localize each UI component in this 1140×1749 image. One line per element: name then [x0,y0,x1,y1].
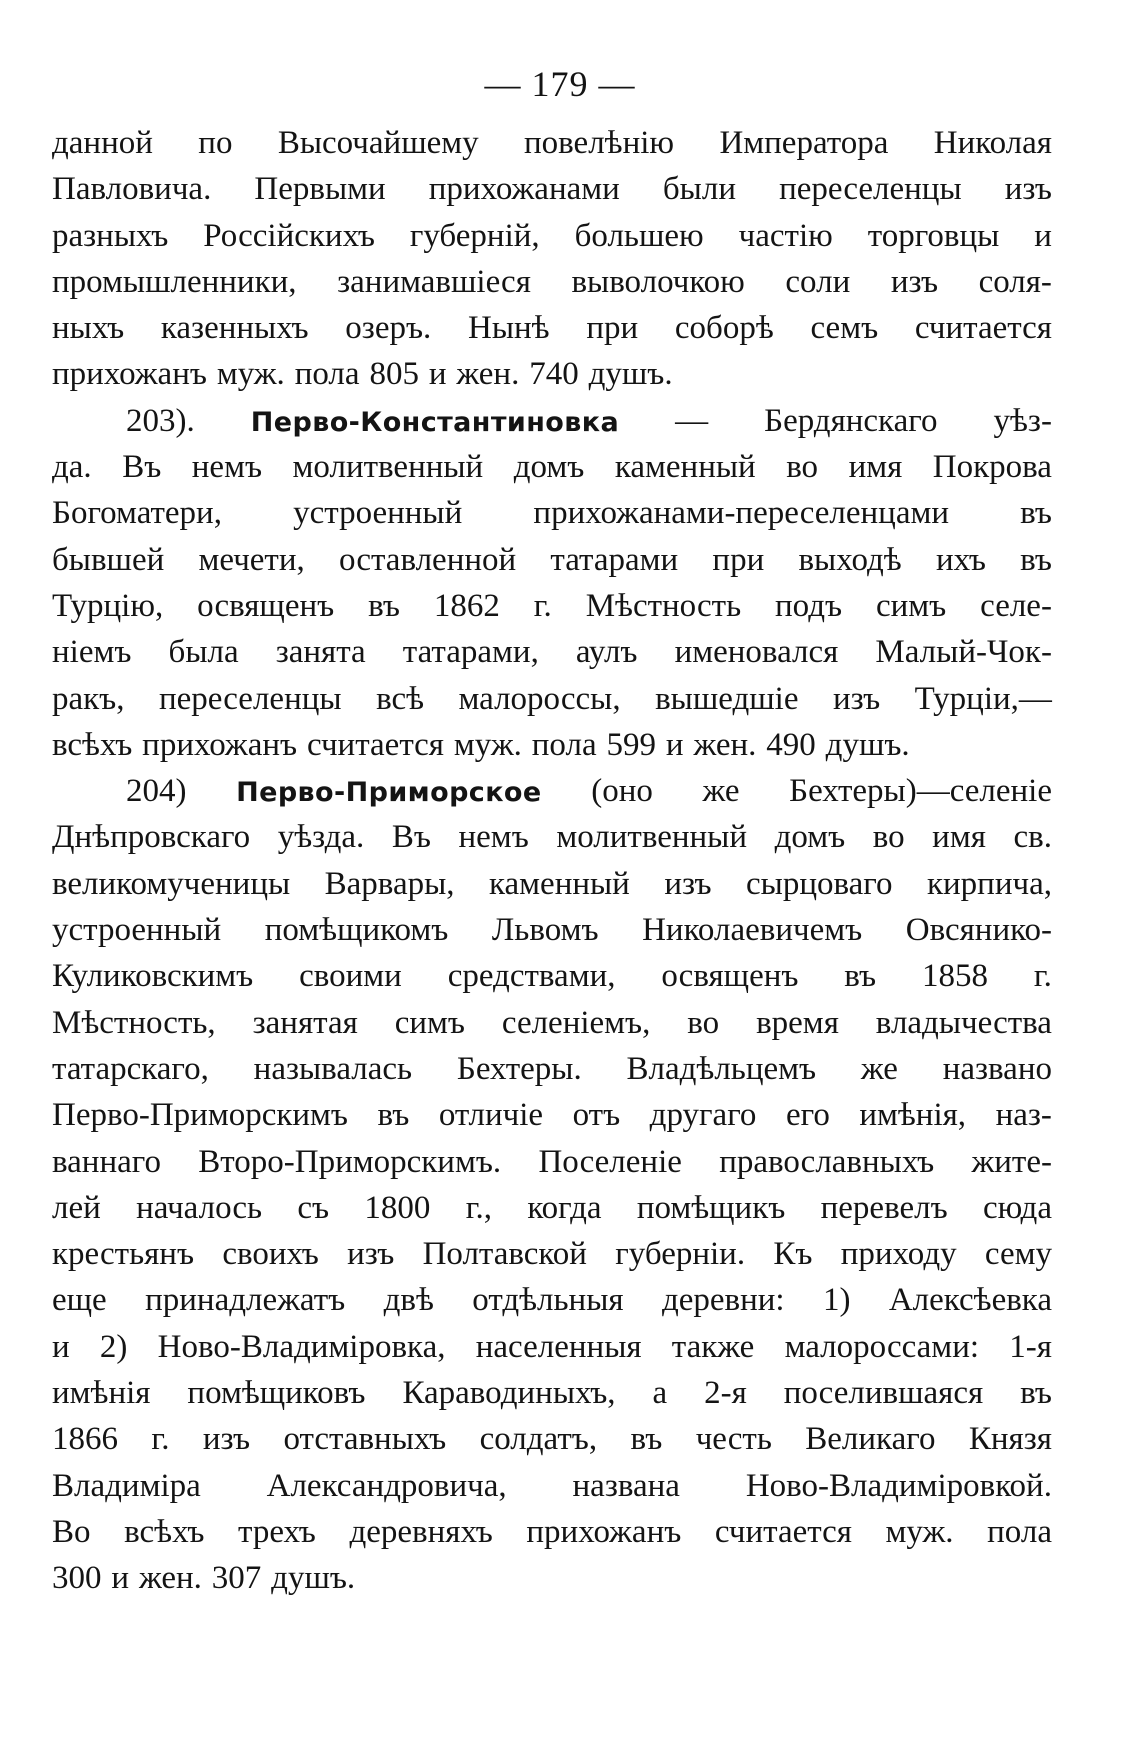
entry-number: 203). [126,402,195,439]
word: Владиміра [52,1467,201,1504]
text-line [52,259,1052,305]
word: Князя [968,1421,1052,1458]
word: имѣнія [52,1375,151,1412]
word: 1) [822,1282,851,1319]
word: соля- [978,263,1052,300]
word: симъ [875,587,947,624]
word: селеніемъ, [501,1004,651,1041]
text-line [52,676,1052,722]
word: изъ [202,1421,251,1458]
word: во [687,1004,720,1041]
word: татарами, [402,634,539,671]
word: отдѣльныя [472,1282,624,1319]
word: жите- [971,1143,1052,1180]
word: двѣ [383,1282,434,1319]
word: малороссы, [458,680,621,717]
text-line [52,213,1052,259]
text-line [52,490,1052,536]
word: освященъ [661,958,799,995]
word: всѣ [376,680,425,717]
word: Куликовскимъ [52,958,254,995]
word: сюда [982,1189,1052,1226]
word: Львомъ [491,912,599,949]
word: сему [984,1236,1052,1273]
word: уѣзда. [277,819,365,856]
word: честь [695,1421,772,1458]
word: г. [1033,958,1052,995]
word: же [860,1050,898,1087]
word: деревняхъ [349,1513,493,1550]
word: Къ [773,1236,813,1273]
text-line [52,120,1052,166]
word: въ [844,958,877,995]
word: каменный [614,449,756,486]
word: средствами, [447,958,616,995]
word: имя [932,819,986,856]
word: были [662,171,736,208]
word: считается [914,310,1052,347]
text-line [52,907,1052,953]
word: данной [52,125,153,161]
text-line [52,1555,1052,1601]
text-line [52,1463,1052,1509]
word: подъ [775,587,843,624]
word: — [675,402,709,439]
word: и [665,726,684,763]
word: Въ [391,819,431,856]
word: имя [848,449,903,486]
word: отставныхъ [283,1421,447,1458]
word: когда [527,1189,602,1226]
word: промышленники, [52,263,297,300]
word: пола [987,1513,1052,1550]
word: въ [368,587,400,624]
word: губерній, [409,217,540,254]
word: въ [1020,495,1052,532]
word: помѣщикомъ [264,912,449,949]
word: Турцію, [52,587,164,624]
word: 2) [99,1328,128,1365]
word: Первыми [254,171,386,208]
word: освященъ [197,587,335,624]
text-line [52,583,1052,629]
word: занимавшіеся [337,263,531,300]
text-line [52,305,1052,351]
word: устроенный [293,495,463,532]
word: Александровича, [266,1467,507,1504]
text-line [52,1139,1052,1185]
word: поселившаяся [783,1375,984,1412]
word: Поселеніе [538,1143,682,1180]
word: занята [275,634,366,671]
entry-heading-line [52,398,1052,444]
word: отъ [572,1097,621,1134]
word: Варвары, [324,865,455,902]
word: 805 [369,356,419,393]
text-line [52,861,1052,907]
word: Днѣпровскаго [52,819,251,856]
word: жен. [456,356,520,393]
body-text [52,120,1052,1602]
document-page [52,62,1052,1602]
word: сырцоваго [746,865,893,902]
word: мечети, [198,541,305,578]
word: всѣхъ [52,726,133,763]
word: муж. [453,726,522,763]
word: время [756,1004,839,1041]
word: 2-я [704,1375,747,1412]
text-line [52,1185,1052,1231]
word: и [1034,217,1052,254]
text-line [52,1092,1052,1138]
word: 1866 [52,1421,118,1458]
word: съ [297,1189,330,1226]
word: во [872,819,905,856]
word: выволочкою [571,263,745,300]
word: да. [52,449,92,486]
word: населенныя [475,1328,642,1365]
word: еще [52,1282,107,1319]
word: въ [377,1097,410,1134]
word: жен. [693,726,757,763]
word: 1862 [433,587,500,624]
word: г. [151,1421,170,1458]
word: названо [942,1050,1052,1087]
word: Малый-Чок- [875,634,1052,671]
word: пола [294,356,360,393]
entry-heading: Перво-Приморское [236,777,542,809]
word: Алексѣевка [888,1282,1052,1319]
word: всѣхъ [124,1513,205,1550]
text-line [52,1370,1052,1416]
word: св. [1013,819,1052,856]
word: 490 [766,726,816,763]
entry-heading: Перво-Константиновка [250,406,620,438]
word: во [786,449,819,486]
word: Караводиныхъ, [402,1375,616,1412]
word: Бехтеры)—селеніе [789,773,1052,810]
word: Въ [122,449,162,486]
word: Полтавской [422,1236,587,1273]
word: муж. [216,356,285,393]
word: вышедшіе [655,680,799,717]
word: по [198,125,233,161]
word: Императора [719,125,889,161]
word: Покрова [932,449,1052,486]
word: изъ [347,1236,395,1273]
word: 307 [211,1560,262,1597]
word: владычества [875,1004,1052,1041]
word: своихъ [222,1236,319,1273]
word: Великаго [805,1421,936,1458]
word: изъ [832,680,881,717]
word: повелѣнію [524,125,675,161]
word: малороссами: [784,1328,980,1365]
word: бывшей [52,541,165,578]
text-line [52,537,1052,583]
word: началось [136,1189,263,1226]
word: озеръ. [345,310,432,347]
word: Павловича. [52,171,212,208]
word: ихъ [935,541,986,578]
word: при [586,310,639,347]
word: великомученицы [52,865,291,902]
text-line [52,1231,1052,1277]
word: и [428,356,447,393]
word: домъ [513,449,585,486]
text-line [52,953,1052,999]
word: 599 [606,726,656,763]
word: губерніи. [615,1236,746,1273]
word: выходѣ [798,541,902,578]
word: солдатъ, [479,1421,598,1458]
word: Ново-Владиміровкой. [745,1467,1052,1504]
word: деревни: [661,1282,785,1319]
word: Бердянскаго [764,402,938,439]
word: а [652,1375,668,1412]
word: отличіе [438,1097,544,1134]
word: изъ [664,865,712,902]
word: крестьянъ [52,1236,195,1273]
word: наз- [995,1097,1052,1134]
word: оставленной [339,541,517,578]
word: частію [738,217,833,254]
word: приходу [840,1236,957,1273]
word: православныхъ [719,1143,935,1180]
word: большею [574,217,704,254]
text-line [52,1277,1052,1323]
word: Овсянико- [905,912,1052,949]
word: была [168,634,239,671]
word: казенныхъ [160,310,309,347]
word: именовался [674,634,839,671]
word: трехъ [238,1513,316,1550]
word: г., [465,1189,493,1226]
page-number: — 179 — [484,64,636,104]
word: Богоматери, [52,495,222,532]
word: прихожанами [428,171,620,208]
word: 740 [529,356,579,393]
word: душъ. [271,1560,356,1597]
word: въ [1020,541,1052,578]
word: принадлежатъ [145,1282,346,1319]
word: 1800 [364,1189,431,1226]
word: лей [52,1189,101,1226]
word: помѣщикъ [636,1189,786,1226]
text-line [52,1416,1052,1462]
word: Перво-Приморскимъ [52,1097,348,1134]
word: перевелъ [820,1189,948,1226]
word: душъ. [588,356,673,393]
text-line [52,814,1052,860]
entry-number: 204) [126,773,187,810]
text-line [52,1324,1052,1370]
word: называлась [253,1050,413,1087]
word: и [52,1328,70,1365]
word: муж. [885,1513,954,1550]
word: молитвенный [556,819,748,856]
word: селе- [980,587,1052,624]
word: прихожанъ [52,356,207,393]
text-line [52,1000,1052,1046]
text-line [52,1046,1052,1092]
word: ніемъ [52,634,132,671]
word: 300 [52,1560,102,1597]
word: Бехтеры. [456,1050,582,1087]
text-line [52,722,1052,768]
word: Нынѣ [468,310,550,347]
word: Николая [933,125,1052,161]
word: 1-я [1009,1328,1052,1365]
word: семъ [810,310,879,347]
word: Мѣстность [585,587,742,624]
word: (оно [591,773,653,810]
entry-heading-line [52,768,1052,814]
word: же [702,773,740,810]
word: также [671,1328,755,1365]
word: душъ. [825,726,910,763]
word: переселенцы [779,171,962,208]
word: его [785,1097,830,1134]
word: Николаевичемъ [642,912,863,949]
word: прихожанъ [142,726,298,763]
text-line [52,1509,1052,1555]
word: изъ [890,263,939,300]
text-line [52,166,1052,212]
text-line [52,351,1052,397]
word: симъ [394,1004,465,1041]
word: при [712,541,765,578]
word: молитвенный [292,449,484,486]
word: ракъ, [52,680,125,717]
word: татарскаго, [52,1050,209,1087]
word: въ [1020,1375,1052,1412]
word: кирпича, [926,865,1052,902]
word: считается [714,1513,852,1550]
word: жен. [138,1560,202,1597]
word: Второ-Приморскимъ. [198,1143,502,1180]
word: Россійскихъ [203,217,375,254]
word: имѣнія, [859,1097,967,1134]
word: занятая [252,1004,358,1041]
text-line [52,444,1052,490]
word: торговцы [867,217,1000,254]
word: ваннаго [52,1143,161,1180]
word: и [111,1560,130,1597]
word: помѣщиковъ [187,1375,366,1412]
word: соборѣ [674,310,774,347]
word: соли [785,263,851,300]
word: каменный [488,865,630,902]
word: разныхъ [52,217,169,254]
word: прихожанъ [526,1513,682,1550]
word: изъ [1004,171,1052,208]
word: Высочайшему [277,125,479,161]
word: пола [531,726,597,763]
word: своими [299,958,402,995]
word: ныхъ [52,310,125,347]
text-line [52,629,1052,675]
word: Ново-Владиміровка, [157,1328,446,1365]
word: немъ [191,449,263,486]
word: Во [52,1513,91,1550]
word: Владѣльцемъ [626,1050,817,1087]
word: г. [533,587,552,624]
word: прихожанами-переселенцами [533,495,950,532]
word: татарами [550,541,679,578]
word: Мѣстность, [52,1004,216,1041]
word: немъ [458,819,529,856]
word: переселенцы [158,680,342,717]
word: аулъ [575,634,638,671]
word: считается [306,726,444,763]
word: Турціи,— [914,680,1052,717]
word: устроенный [52,912,222,949]
word: въ [630,1421,663,1458]
word: уѣз- [993,402,1052,439]
word: другаго [649,1097,757,1134]
word: домъ [774,819,846,856]
word: названа [572,1467,680,1504]
word: 1858 [921,958,988,995]
